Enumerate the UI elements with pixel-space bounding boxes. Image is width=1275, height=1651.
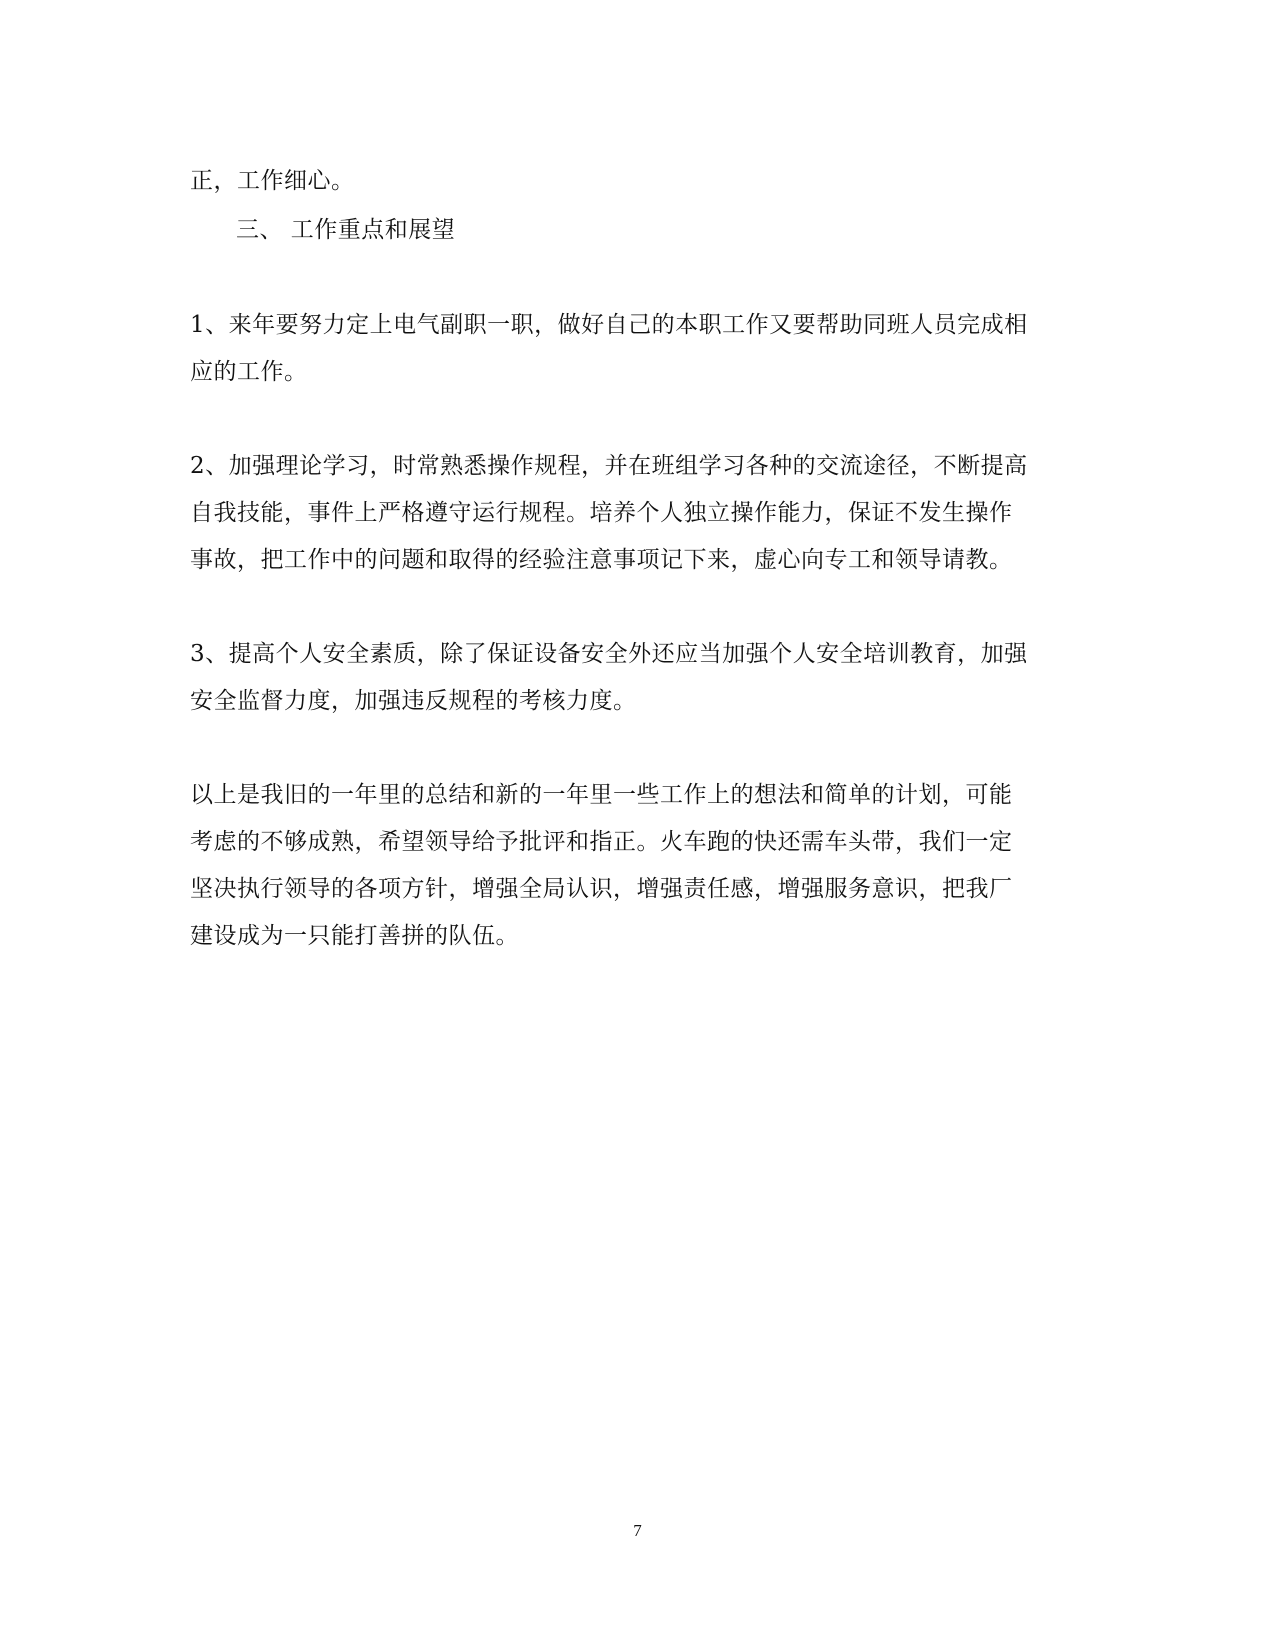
paragraph-line: 事故，把工作中的问题和取得的经验注意事项记下来，虚心向专工和领导请教。 — [190, 547, 1013, 573]
section-heading: 三、 工作重点和展望 — [236, 217, 456, 243]
paragraph-line: 以上是我旧的一年里的总结和新的一年里一些工作上的想法和简单的计划，可能 — [190, 782, 1013, 808]
paragraph-line: 考虑的不够成熟，希望领导给予批评和指正。火车跑的快还需车头带，我们一定 — [190, 829, 1013, 855]
page-number: 7 — [633, 1521, 642, 1540]
paragraph-line: 应的工作。 — [190, 359, 308, 385]
paragraph-line: 自我技能，事件上严格遵守运行规程。培养个人独立操作能力，保证不发生操作 — [190, 500, 1013, 526]
paragraph-line: 坚决执行领导的各项方针，增强全局认识，增强责任感，增强服务意识，把我厂 — [190, 876, 1013, 902]
paragraph-line: 安全监督力度，加强违反规程的考核力度。 — [190, 688, 637, 714]
paragraph-line: 2、加强理论学习，时常熟悉操作规程，并在班组学习各种的交流途径，不断提高 — [190, 453, 1028, 479]
paragraph-line: 正，工作细心。 — [190, 168, 355, 194]
paragraph-line: 1、来年要努力定上电气副职一职，做好自己的本职工作又要帮助同班人员完成相 — [190, 312, 1028, 338]
paragraph-line: 3、提高个人安全素质，除了保证设备安全外还应当加强个人安全培训教育，加强 — [190, 641, 1028, 667]
paragraph-line: 建设成为一只能打善拼的队伍。 — [190, 923, 519, 949]
